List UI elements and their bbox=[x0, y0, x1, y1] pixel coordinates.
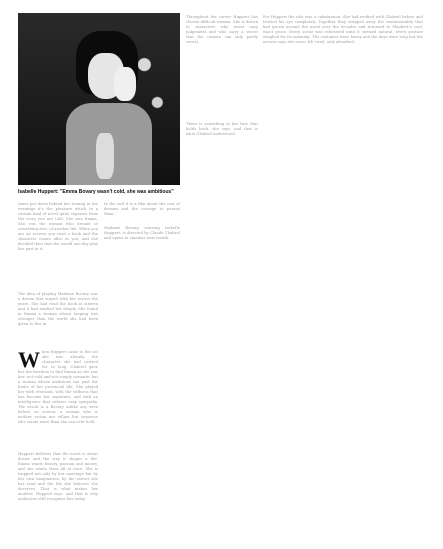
article-top-right: For Huppert the role was a culmination. She had worked with Chabrol before and trusted his eye completely. Together they stripped away the sentimentality that had grown around the novel over the decades and returned to Flaubert's cool, exact prose. Every scene was rehearsed until it seemed natural, every gesture weighed for its meaning. The costumes were heavy and the days were long but the actress says she never felt tired, only absorbed. bbox=[263, 15, 423, 44]
photo-caption: Isabelle Huppert: "Emma Bovary wasn't cold, she was ambitious" bbox=[18, 189, 174, 195]
article-column-2: The idea of playing Madame Bovary was a dream that stayed with her across the years. She had read the book at sixteen and it had marked her deeply. She found in Emma a woman whose longing was stronger than the world she had been given to live in. bbox=[18, 292, 98, 326]
article-side-1: Throughout her career Huppert has chosen difficult women. She is drawn to characters who resist easy judgement and who carry a secret that the camera can only partly reveal. bbox=[186, 15, 258, 44]
article-column-1: times put down behind her ironing in the evenings it's the pleasure which in a certain kind of novel quite separate from the story you are told. She was Emma. She was the woman who dreamt of something else, of another life. When you are an actress you read a book and the character comes alive in you, and she decided then that she would one day play her part in it. bbox=[18, 202, 98, 251]
article-column-3: W hen Huppert came to the set she was already the character she had carried for so long. Chabrol gave her the freedom to find Emma as she saw her: not cold and not simply romantic but a woman whose ambitions ran past the limits of her provincial life. She played her with restraint, with the stillness that has become her signature, and with an intelligence that refuses easy sympathy. The result is a Bovary unlike any seen before on screen, a woman who is neither victim nor villain but someone who wants more than she can ever hold. bbox=[18, 350, 98, 424]
article-column-4: Huppert believes that the novel is about desire and the way it shapes a life. Emma wants beauty, passion and money, and she wants them all at once. She is trapped not only by her marriage but by her own imagination, by the stories she has read and the life she believes she deserves. That is what makes her modern, Huppert says, and that is why audiences still recognise her today. bbox=[18, 452, 98, 501]
article-middle-2: Madame Bovary, starring Isabelle Huppert, is directed by Claude Chabrol and opens in cinemas next month. bbox=[104, 226, 180, 240]
photo-arm bbox=[96, 133, 114, 179]
drop-cap: W bbox=[18, 350, 41, 372]
photo-hand bbox=[114, 67, 136, 101]
article-middle-1: In the end it is a film about the cost of dreams and the courage to pursue them. bbox=[104, 202, 180, 216]
article-side-2: There is something in her face that holds back, she says, and that is what Chabrol understood. bbox=[186, 122, 258, 136]
portrait-photo bbox=[18, 13, 180, 185]
